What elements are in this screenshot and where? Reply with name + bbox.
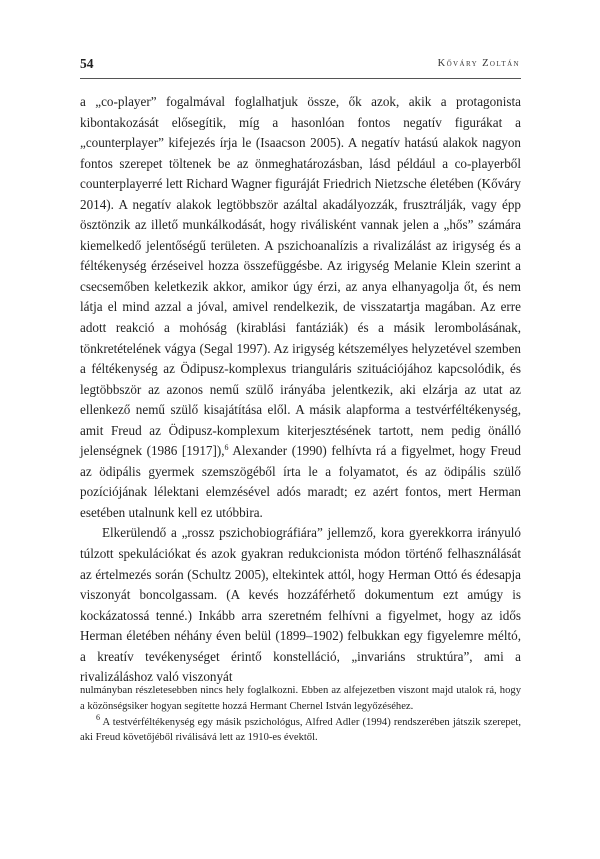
paragraph bbox=[80, 92, 521, 523]
header-rule bbox=[80, 78, 521, 79]
footnote-continued: nulmányban részletesebben nincs hely foglalkozni. Ebben az alfejezetben viszont majd utalok rá, hogy a közönségsiker hogyan segítette hozzá Hermant Chernel István legyőzéséhez. bbox=[80, 685, 521, 712]
footnote-text: A testvérféltékenység egy másik pszichológus, Alfred Adler (1994) rendszerében játszik szerepet, aki Freud követőjéből riválisává lett az 1910-es évektől. bbox=[80, 716, 521, 744]
footnote-6 bbox=[80, 712, 521, 747]
paragraph bbox=[80, 523, 521, 687]
running-head-author: Kőváry Zoltán bbox=[437, 58, 520, 69]
footnote-reference[interactable]: 6 bbox=[224, 443, 229, 453]
page-header bbox=[80, 56, 520, 76]
footnotes bbox=[80, 683, 521, 746]
paragraph-text: a „co-player” fogalmával foglalhatjuk össze, ők azok, akik a protagonista kibontakozását elősegítik, míg a hasonlóan fontos negatív figurákat a „counterplayer” kifejezés írja le (Isaacson 2005). A negatív hatású alakok nagyon fontos szerepet töltenek be az önmeghatározásban, lásd például a co-playerből counterplayerré lett Richard Wagner figuráját Friedrich Nietzsche életében (Kőváry 2014). A negatív alakok legtöbbször azáltal akadályozzák, frusztrálják, vagy épp ösztönzik az illető munkálkodását, hogy riválisként vannak jelen a „hős” számára kiemelkedő jelentőségű területen. A pszichoanalízis a rivalizálást az irigység és a féltékenység érzéseivel hozza összefüggésbe. Az irigység Melanie Klein szerint a csecsemőben keletkezik akkor, amikor úgy érzi, az anya elhanyagolja őt, és nem látja el mind azzal a jóval, amivel rendelkezik, de visszatartja magában. Az erre adott reakció a mohóság (kirablási fantáziák) és a másik lerombolásának, tönkretételének vágya (Segal 1997). Az irigység kétszemélyes helyzetével szemben a féltékenység az Ödipusz-komplexus trianguláris szituációjához kapcsolódik, és legtöbbször az azonos nemű szülő irányába jelentkezik, aki elzárja az utat az ellenkező nemű szülő kisajátítása elől. A másik alapforma a testvérféltékenység, amit Freud az Ödipusz-komplexum kiterjesztésének tartott, nem pedig önálló jelenségnek (1986 [1917]), bbox=[80, 94, 521, 459]
page-number: 54 bbox=[80, 56, 94, 71]
paragraph-text-continued: Alexander (1990) felhívta rá a figyelmet, hogy Freud az ödipális gyermek szemszögéből írta le a folyamatot, és az ödipális szülő pozíciójának lélektani elemzésével adós maradt; ez azért fontos, mert Herman esetében utalnunk kell ez utóbbira. bbox=[80, 443, 521, 520]
paragraph-text: Elkerülendő a „rossz pszichobiográfiára” jellemző, kora gyerekkorra irányuló túlzott spekulációkat és azok gyakran redukcionista módon történő felhasználását az értelmezés során (Schultz 2005), eltekintek attól, hogy Herman Ottó és édesapja viszonyát boncolgassam. (A kevés hozzáférhető dokumentum ezt amúgy is kockázatossá tenné.) Inkább arra szeretném felhívni a figyelmet, hogy az idős Herman életében néhány éven belül (1899–1902) felbukkan egy figyelemre méltó, a kreatív tevékenységet érintő konstelláció, „invariáns struktúra”, ami a rivalizáláshoz való viszonyát bbox=[80, 525, 521, 685]
main-text bbox=[80, 92, 521, 688]
footnote-marker: 6 bbox=[96, 712, 100, 722]
